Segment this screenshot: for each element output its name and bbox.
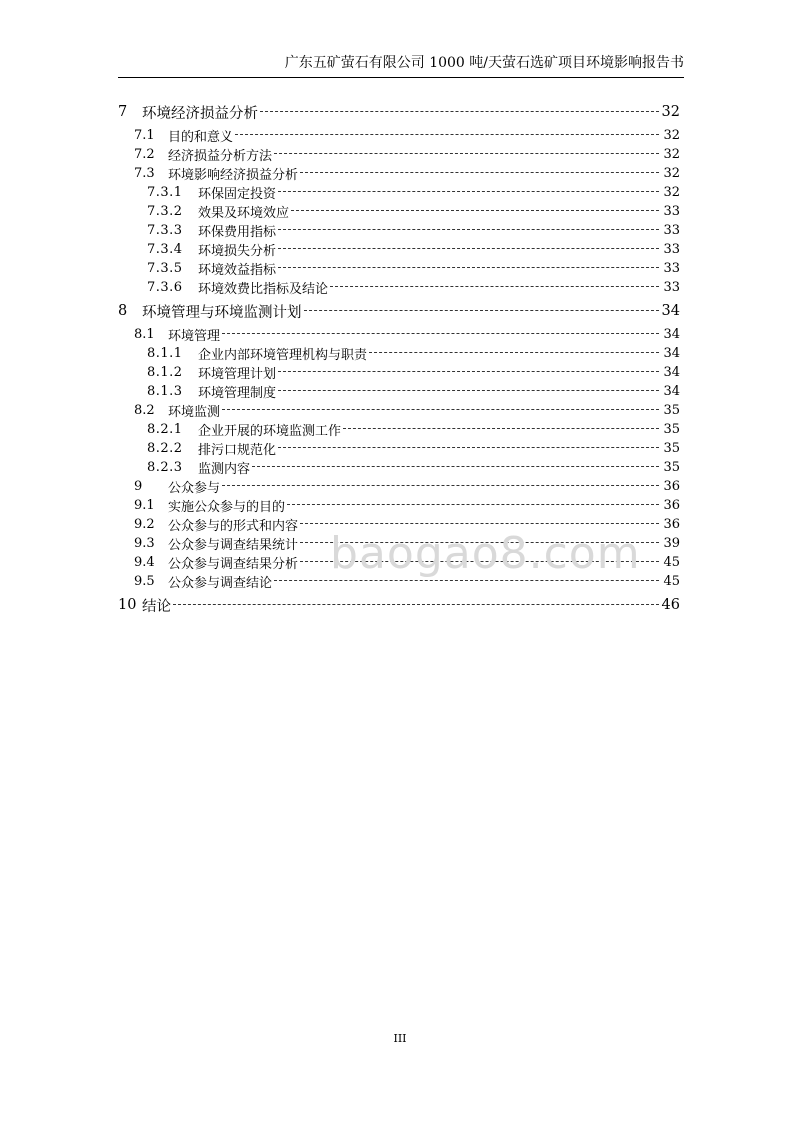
toc-entry[interactable] <box>118 259 680 278</box>
toc-dash-leader <box>173 604 659 605</box>
toc-dash-leader <box>291 210 659 211</box>
toc-entry-number: 7.3.4 <box>147 242 183 257</box>
toc-entry-number: 9.4 <box>134 555 155 570</box>
toc-entry-number: 7.2 <box>134 147 155 162</box>
toc-dash-leader <box>278 447 659 448</box>
toc-entry-number: 7 <box>118 104 128 120</box>
toc-entry-title: 公众参与调查结论 <box>168 576 273 591</box>
toc-entry-page: 33 <box>663 204 680 219</box>
toc-entry[interactable] <box>118 496 680 515</box>
toc-dash-leader <box>274 580 659 581</box>
toc-entry[interactable] <box>118 439 680 458</box>
toc-dash-leader <box>235 134 659 135</box>
toc-entry-title: 公众参与 <box>168 481 221 496</box>
toc-entry-number: 8.2.2 <box>147 441 183 456</box>
watermark: baogao8.com <box>330 528 641 579</box>
toc-dash-leader <box>287 504 659 505</box>
toc-entry-page: 33 <box>663 242 680 257</box>
toc-entry-number: 8.1.1 <box>147 346 183 361</box>
page-number: III <box>393 1032 407 1045</box>
toc-entry-page: 46 <box>661 597 680 613</box>
toc-entry-title: 环保固定投资 <box>198 187 277 202</box>
toc-dash-leader <box>300 172 659 173</box>
toc-entry[interactable] <box>118 382 680 401</box>
toc-entry-page: 35 <box>663 460 680 475</box>
toc-entry[interactable] <box>118 591 680 619</box>
toc-entry-title: 监测内容 <box>198 462 251 477</box>
running-header: 广东五矿萤石有限公司 1000 吨/天萤石选矿项目环境影响报告书 <box>284 55 684 71</box>
toc-dash-leader <box>300 523 659 524</box>
toc-dash-leader <box>222 485 659 486</box>
toc-dash-leader <box>343 428 659 429</box>
toc-entry-number: 7.1 <box>134 128 155 143</box>
toc-entry-page: 35 <box>663 422 680 437</box>
toc-dash-leader <box>369 352 659 353</box>
toc-entry[interactable] <box>118 401 680 420</box>
toc-entry-page: 45 <box>663 574 680 589</box>
toc-entry[interactable] <box>118 420 680 439</box>
toc-entry-number: 9 <box>134 479 143 494</box>
toc-entry-number: 8.2.3 <box>147 460 183 475</box>
toc-entry[interactable] <box>118 240 680 259</box>
toc-entry[interactable] <box>118 145 680 164</box>
toc-entry-title: 环境管理 <box>168 329 221 344</box>
toc-entry-title: 效果及环境效应 <box>198 206 290 221</box>
toc-dash-leader <box>278 229 659 230</box>
toc-entry[interactable] <box>118 458 680 477</box>
toc-dash-leader <box>330 286 659 287</box>
toc-entry-number: 7.3.2 <box>147 204 183 219</box>
toc-entry-number: 7.3.6 <box>147 280 183 295</box>
toc-entry-page: 32 <box>661 104 680 120</box>
toc-entry-title: 环境效费比指标及结论 <box>198 282 329 297</box>
toc-entry-title: 公众参与调查结果统计 <box>168 538 299 553</box>
toc-entry-number: 7.3.5 <box>147 261 183 276</box>
toc-entry[interactable] <box>118 363 680 382</box>
toc-entry-page: 34 <box>663 346 680 361</box>
toc-entry-page: 32 <box>663 128 680 143</box>
toc-entry-number: 8.1.3 <box>147 384 183 399</box>
toc-entry-title: 结论 <box>142 598 171 615</box>
toc-entry-number: 8 <box>118 303 128 319</box>
toc-dash-leader <box>222 333 659 334</box>
toc-dash-leader <box>278 191 659 192</box>
toc-entry-page: 32 <box>663 147 680 162</box>
toc-entry-page: 34 <box>663 327 680 342</box>
toc-entry-page: 45 <box>663 555 680 570</box>
toc-dash-leader <box>278 371 659 372</box>
toc-entry-title: 环境效益指标 <box>198 263 277 278</box>
toc-entry-page: 34 <box>663 384 680 399</box>
toc-entry-number: 8.1 <box>134 327 155 342</box>
toc-entry-title: 排污口规范化 <box>198 443 277 458</box>
toc-entry-page: 35 <box>663 441 680 456</box>
header-rule <box>118 77 684 78</box>
toc-entry-page: 33 <box>663 280 680 295</box>
toc-entry-page: 35 <box>663 403 680 418</box>
toc-dash-leader <box>304 310 659 311</box>
toc-entry[interactable] <box>118 183 680 202</box>
toc-entry[interactable] <box>118 477 680 496</box>
toc-dash-leader <box>278 248 659 249</box>
toc-dash-leader <box>222 409 659 410</box>
toc-entry-number: 9.5 <box>134 574 155 589</box>
toc-entry[interactable] <box>118 202 680 221</box>
toc-entry-title: 环保费用指标 <box>198 225 277 240</box>
toc-entry[interactable] <box>118 164 680 183</box>
toc-entry[interactable] <box>118 344 680 363</box>
toc-entry-number: 8.1.2 <box>147 365 183 380</box>
toc-dash-leader <box>278 390 659 391</box>
toc-entry-title: 环境经济损益分析 <box>142 105 258 122</box>
toc-entry-title: 企业内部环境管理机构与职责 <box>198 348 368 363</box>
toc-entry-title: 环境损失分析 <box>198 244 277 259</box>
toc-entry-page: 36 <box>663 479 680 494</box>
toc-entry-number: 9.1 <box>134 498 155 513</box>
toc-entry-number: 7.3 <box>134 166 155 181</box>
toc-entry-page: 32 <box>663 166 680 181</box>
toc-entry-page: 32 <box>663 185 680 200</box>
toc-entry-title: 目的和意义 <box>168 130 234 145</box>
toc-entry[interactable] <box>118 278 680 297</box>
toc-entry-title: 公众参与调查结果分析 <box>168 557 299 572</box>
toc-entry-number: 8.2 <box>134 403 155 418</box>
toc-entry-page: 33 <box>663 261 680 276</box>
toc-entry-title: 公众参与的形式和内容 <box>168 519 299 534</box>
toc-entry[interactable] <box>118 98 680 126</box>
toc-entry[interactable] <box>118 325 680 344</box>
toc-entry-number: 7.3.3 <box>147 223 183 238</box>
toc-entry-title: 环境影响经济损益分析 <box>168 168 299 183</box>
toc-dash-leader <box>278 267 659 268</box>
toc-dash-leader <box>274 153 659 154</box>
toc-entry-number: 8.2.1 <box>147 422 183 437</box>
toc-entry-title: 企业开展的环境监测工作 <box>198 424 342 439</box>
toc-entry-number: 10 <box>118 597 137 613</box>
toc-entry-title: 实施公众参与的目的 <box>168 500 286 515</box>
toc-entry-number: 9.3 <box>134 536 155 551</box>
toc-entry-title: 环境管理计划 <box>198 367 277 382</box>
toc-entry-number: 7.3.1 <box>147 185 183 200</box>
toc-entry[interactable] <box>118 126 680 145</box>
toc-entry-title: 环境监测 <box>168 405 221 420</box>
toc-entry[interactable] <box>118 221 680 240</box>
toc-entry-title: 环境管理与环境监测计划 <box>142 304 302 321</box>
toc-entry[interactable] <box>118 297 680 325</box>
toc-entry-page: 34 <box>661 303 680 319</box>
toc-entry-page: 33 <box>663 223 680 238</box>
toc-entry-page: 39 <box>663 536 680 551</box>
toc-dash-leader <box>260 111 659 112</box>
toc-entry-page: 36 <box>663 517 680 532</box>
toc-dash-leader <box>252 466 659 467</box>
toc-entry-title: 环境管理制度 <box>198 386 277 401</box>
toc-entry-page: 34 <box>663 365 680 380</box>
toc-entry-page: 36 <box>663 498 680 513</box>
toc-entry-number: 9.2 <box>134 517 155 532</box>
toc-entry-title: 经济损益分析方法 <box>168 149 273 164</box>
